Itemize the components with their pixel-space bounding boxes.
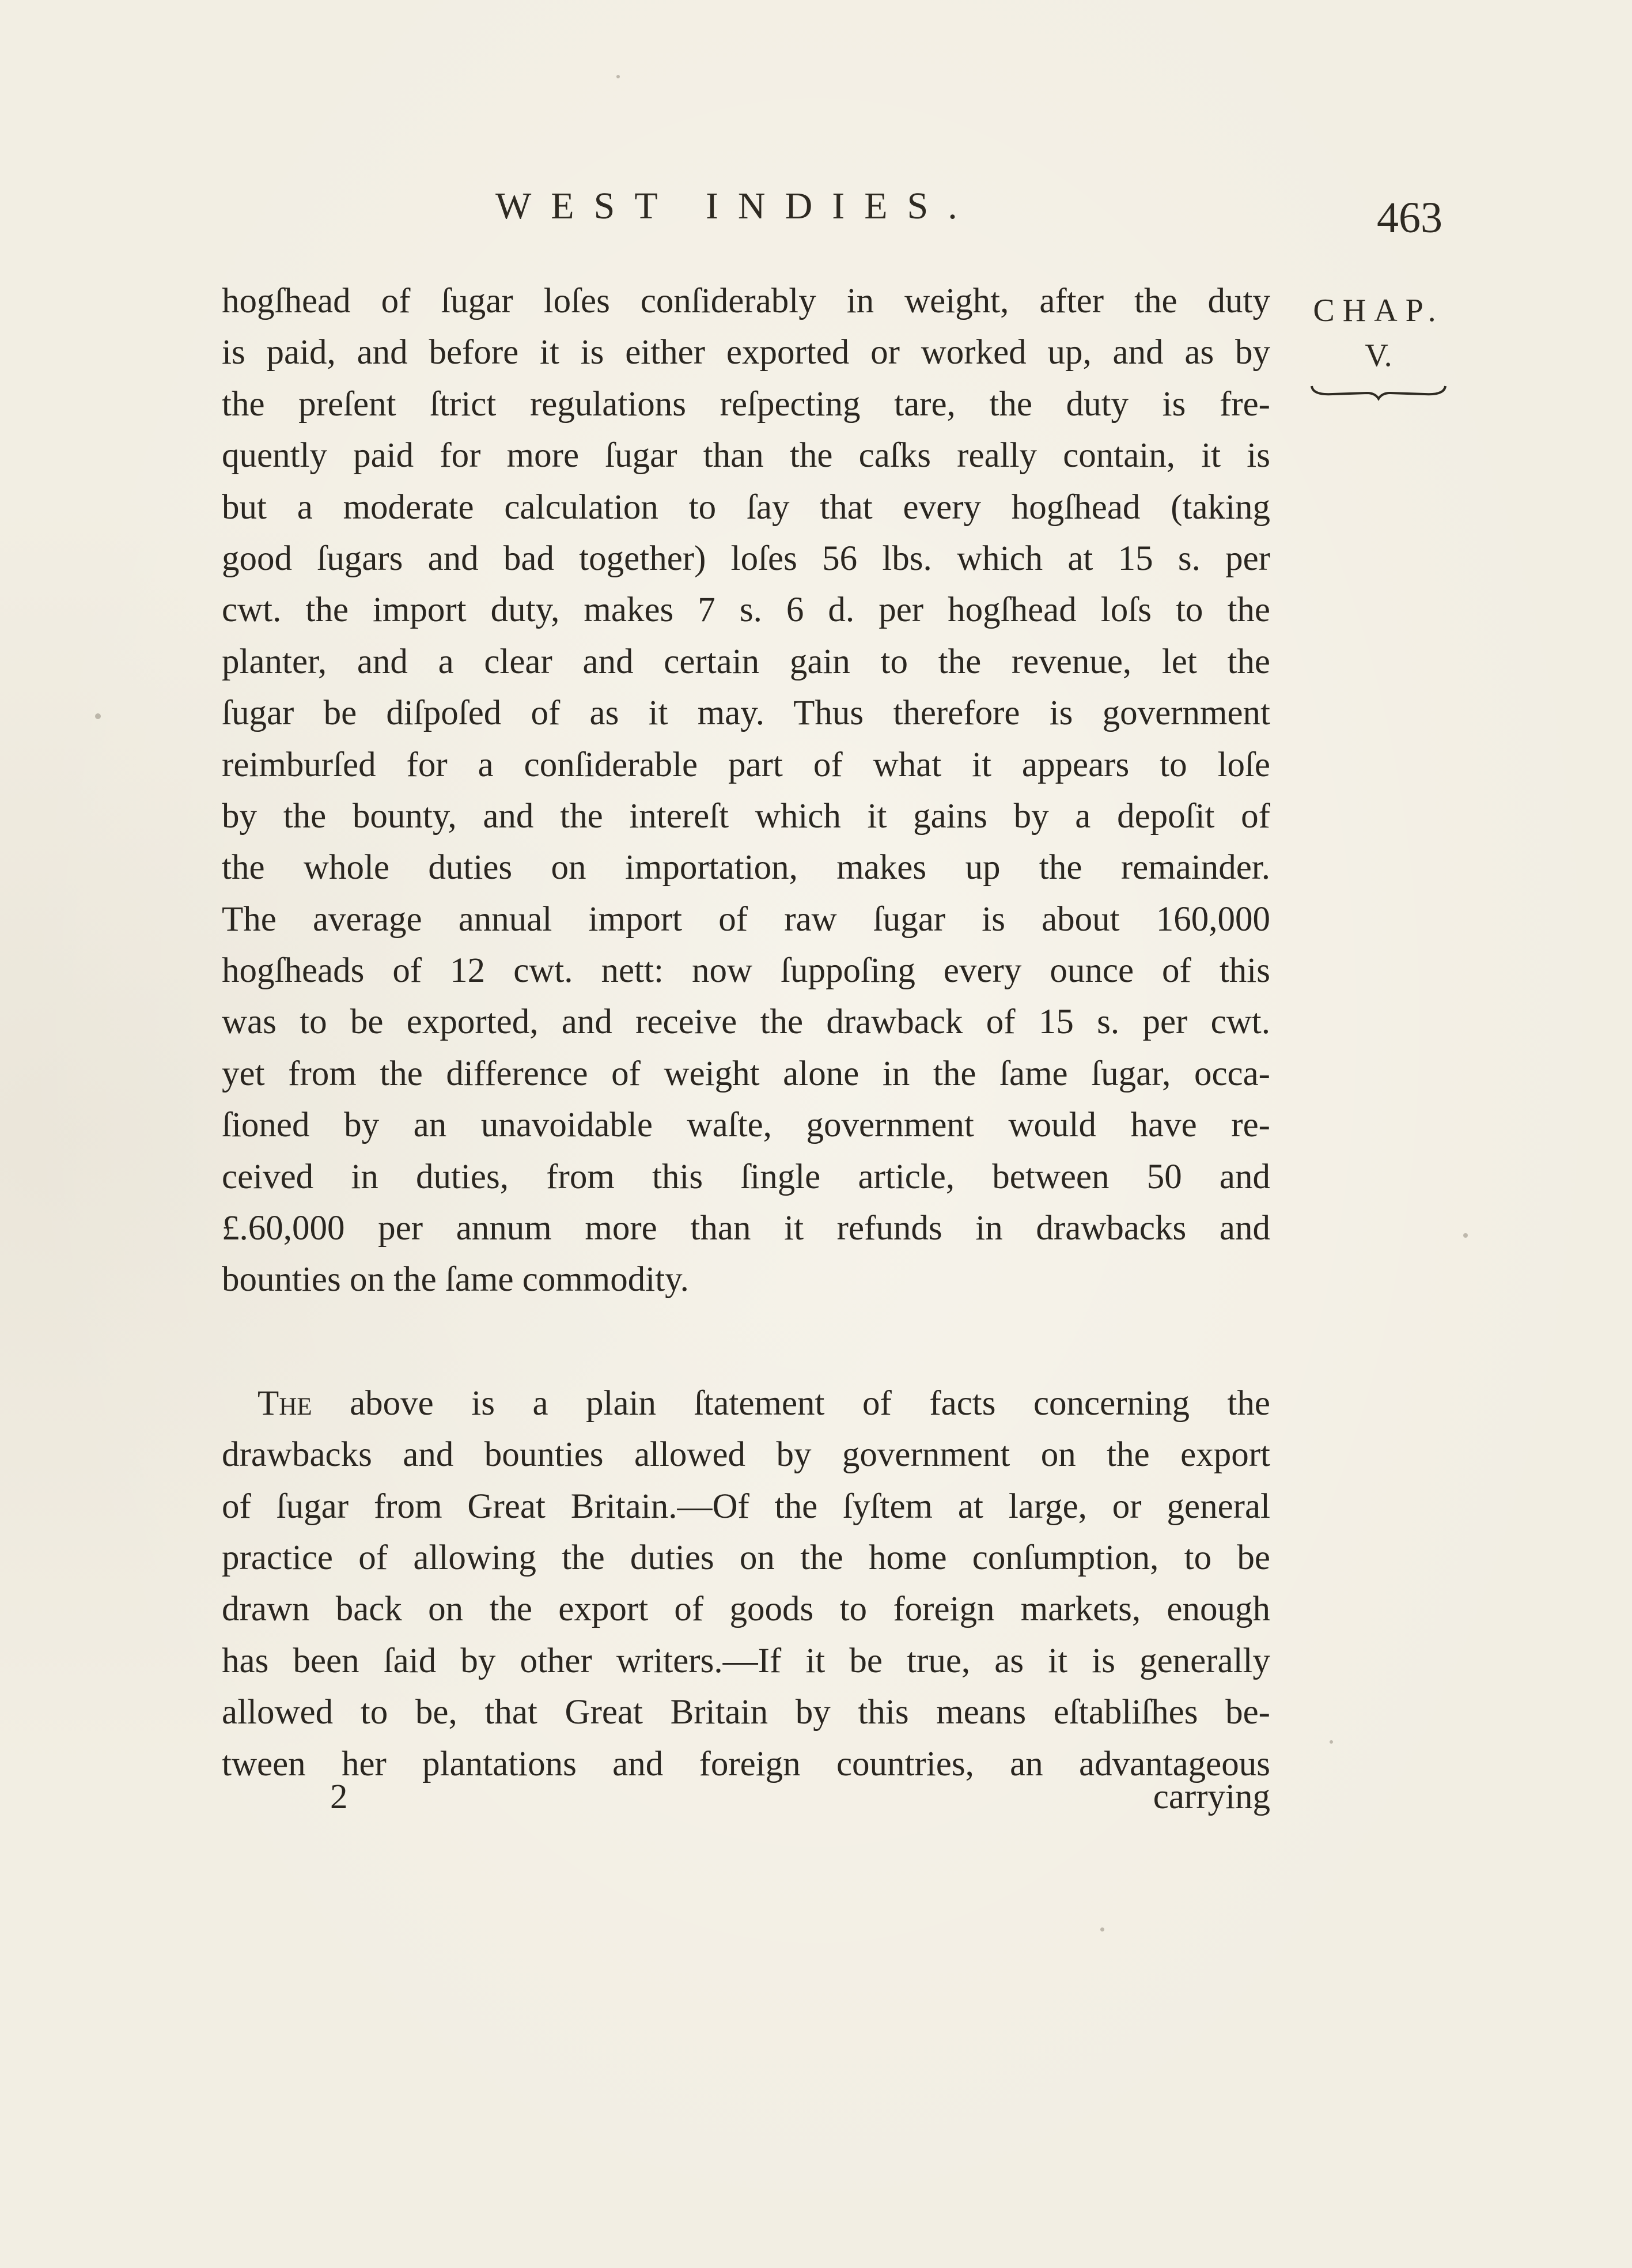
- signature-mark: 2: [330, 1778, 348, 1816]
- text-line-first: [222, 1378, 1270, 1429]
- text-line: by the bounty, and the intereſt which it gains by a depoſit of: [222, 796, 1270, 836]
- margin-chapter-note: [1307, 288, 1451, 401]
- text-line: planter, and a clear and certain gain to the revenue, let the: [222, 642, 1270, 681]
- text-line: yet from the difference of weight alone in the ſame ſugar, occa-: [222, 1054, 1270, 1093]
- body-text: [222, 275, 1270, 1790]
- text-line: ceived in duties, from this ſingle article, between 50 and: [222, 1157, 1270, 1196]
- text-line: hogſhead of ſugar loſes conſiderably in weight, after the duty: [222, 282, 1270, 320]
- text-line: the preſent ſtrict regulations reſpecting tare, the duty is fre-: [222, 384, 1270, 424]
- paper-speck: [616, 75, 620, 78]
- text-line: reimburſed for a conſiderable part of what it appears to loſe: [222, 745, 1270, 784]
- text-line: of ſugar from Great Britain.—Of the ſyſtem at large, or general: [222, 1487, 1270, 1526]
- text-line: The average annual import of raw ſugar is about 160,000: [222, 899, 1270, 939]
- paper-speck: [1330, 1740, 1333, 1744]
- text-line: but a moderate calculation to ſay that every hogſhead (taking: [222, 487, 1270, 527]
- text-line: drawbacks and bounties allowed by government on the export: [222, 1435, 1270, 1475]
- text-line: cwt. the import duty, makes 7 s. 6 d. per hogſhead loſs to the: [222, 591, 1270, 630]
- margin-chap-label: CHAP.: [1313, 293, 1444, 328]
- margin-brace-ornament: [1309, 384, 1448, 401]
- paper-speck: [95, 713, 101, 719]
- text-line-rest: above is a plain ſtatement of facts concerning the: [350, 1384, 1270, 1423]
- first-word: The: [258, 1384, 312, 1423]
- text-line: ſugar be diſpoſed of as it may. Thus therefore is government: [222, 694, 1270, 733]
- paragraph-gap: [222, 1306, 1270, 1378]
- text-line: quently paid for more ſugar than the caſks really contain, it is: [222, 436, 1270, 475]
- text-line: tween her plantations and foreign countries, an advantageous: [222, 1744, 1270, 1783]
- margin-chap-number: V.: [1365, 338, 1392, 373]
- text-line: bounties on the ſame commodity.: [222, 1260, 689, 1299]
- catchword: carrying: [1153, 1778, 1270, 1816]
- paper-speck: [1463, 1233, 1468, 1238]
- page-number: 463: [1377, 194, 1442, 242]
- text-line: ſioned by an unavoidable waſte, government would have re-: [222, 1106, 1270, 1145]
- text-line: allowed to be, that Great Britain by this means eſtabliſhes be-: [222, 1693, 1270, 1732]
- text-line: was to be exported, and receive the drawback of 15 s. per cwt.: [222, 1003, 1270, 1042]
- text-line: £.60,000 per annum more than it refunds in drawbacks and: [222, 1209, 1270, 1248]
- text-line: hogſheads of 12 cwt. nett: now ſuppoſing every ounce of this: [222, 951, 1270, 991]
- paper-speck: [1100, 1927, 1104, 1931]
- text-line: the whole duties on importation, makes up the remainder.: [222, 848, 1270, 887]
- text-line: has been ſaid by other writers.—If it be true, as it is generally: [222, 1641, 1270, 1680]
- running-head: WEST INDIES.: [495, 185, 977, 227]
- text-line: practice of allowing the duties on the home conſumption, to be: [222, 1538, 1270, 1577]
- text-line: good ſugars and bad together) loſes 56 lbs. which at 15 s. per: [222, 539, 1270, 578]
- text-line: is paid, and before it is either exported or worked up, and as by: [222, 333, 1270, 372]
- text-line: drawn back on the export of goods to foreign markets, enough: [222, 1590, 1270, 1629]
